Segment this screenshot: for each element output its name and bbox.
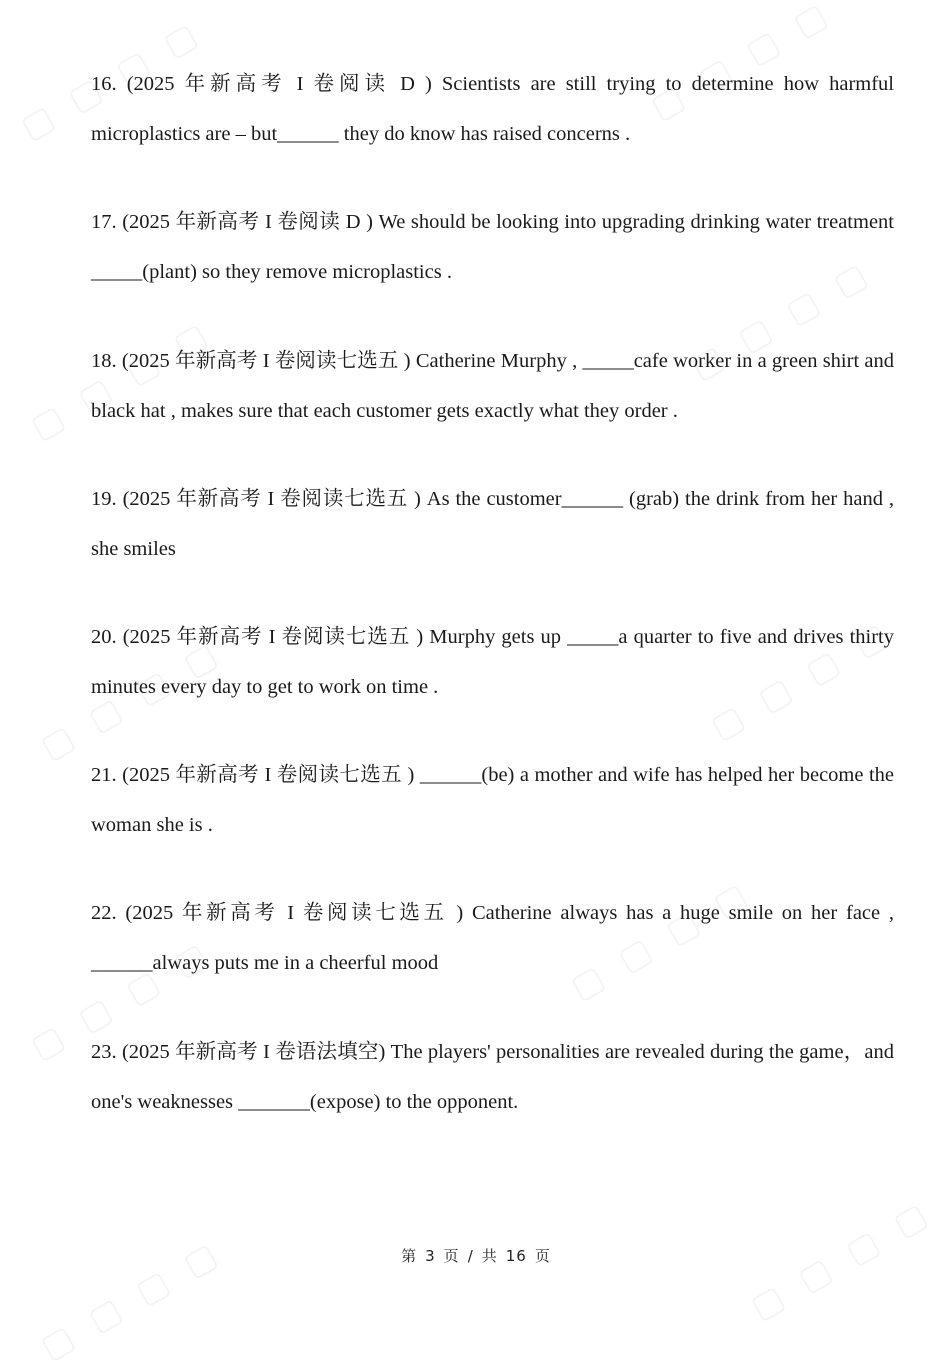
question-text: (2025 年新高考 I 卷阅读七选五 ) Catherine Murphy , _____cafe worker in a green shirt and black hat , makes sure that each customer gets exactly what they order . bbox=[91, 350, 894, 422]
question-text: (2025 年新高考 I 卷阅读 D ) Scientists are still trying to determine how harmful microplastics are – but______ they do know has raised concerns . bbox=[91, 73, 895, 145]
question-text: (2025 年新高考 I 卷阅读 D ) We should be looking into upgrading drinking water treatment _____(plant) so they remove microplastics . bbox=[91, 211, 894, 283]
question-23 bbox=[91, 1027, 894, 1127]
question-20 bbox=[91, 612, 894, 712]
question-18 bbox=[91, 336, 894, 436]
question-number: 18. bbox=[91, 350, 117, 372]
page-total: 16 bbox=[505, 1247, 527, 1265]
question-text: (2025 年新高考 I 卷阅读七选五 ) Murphy gets up _____a quarter to five and drives thirty minutes every day to get to work on time . bbox=[91, 626, 894, 698]
page-number: 3 bbox=[425, 1247, 436, 1265]
question-number: 19. bbox=[91, 488, 117, 510]
question-16 bbox=[91, 59, 894, 159]
question-number: 20. bbox=[91, 626, 117, 648]
footer-separator: / bbox=[467, 1247, 474, 1265]
question-21 bbox=[91, 750, 894, 850]
question-text: (2025 年新高考 I 卷阅读七选五 ) As the customer______ (grab) the drink from her hand , she smiles bbox=[91, 488, 895, 560]
question-text: (2025 年新高考 I 卷阅读七选五 ) ______(be) a mother and wife has helped her become the woman she is . bbox=[91, 764, 895, 836]
footer-prefix: 第 bbox=[401, 1247, 418, 1265]
footer-total-prefix: 共 bbox=[481, 1247, 498, 1265]
question-19 bbox=[91, 474, 894, 574]
footer-page-unit: 页 bbox=[443, 1247, 460, 1265]
question-number: 17. bbox=[91, 211, 117, 233]
footer-total-unit: 页 bbox=[534, 1247, 551, 1265]
question-number: 22. bbox=[91, 902, 117, 924]
question-22 bbox=[91, 888, 894, 988]
question-number: 16. bbox=[91, 73, 117, 95]
question-text: (2025 年新高考 I 卷语法填空) The players' personalities are revealed during the game，and one's weaknesses _______(expose) to the opponent. bbox=[91, 1041, 895, 1113]
question-17 bbox=[91, 197, 894, 297]
question-text: (2025 年新高考 I 卷阅读七选五 ) Catherine always has a huge smile on her face , ______always puts me in a cheerful mood bbox=[91, 902, 894, 974]
page-footer bbox=[0, 1246, 952, 1266]
question-number: 21. bbox=[91, 764, 117, 786]
question-number: 23. bbox=[91, 1041, 117, 1063]
